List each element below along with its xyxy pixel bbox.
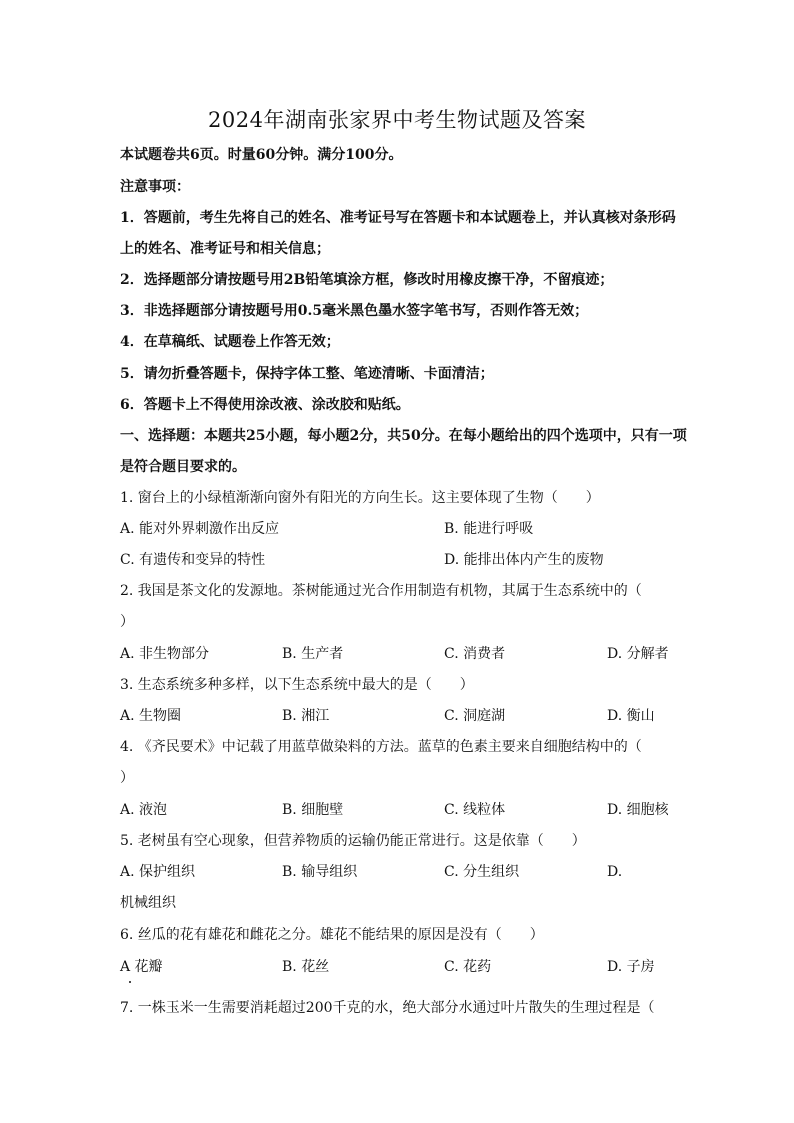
option-d: D. 子房 (607, 959, 655, 975)
question-stem: 5. 老树虽有空心现象，但营养物质的运输仍能正常进行。这是依靠（ ） (120, 833, 586, 849)
notice-line: 6．答题卡上不得使用涂改液、涂改胶和贴纸。 (120, 397, 410, 413)
question-stem: 2. 我国是茶文化的发源地。茶树能通过光合作用制造有机物，其属于生态系统中的（ (120, 583, 642, 599)
notice-line: 2．选择题部分请按题号用2B铅笔填涂方框，修改时用橡皮擦干净，不留痕迹； (120, 272, 614, 288)
notice-line: 上的姓名、准考证号和相关信息； (120, 241, 330, 257)
option-c: C. 洞庭湖 (444, 708, 506, 724)
option-b: B. 能进行呼吸 (444, 521, 534, 537)
option-a: A. 非生物部分 (120, 646, 210, 662)
option-a: A. 能对外界刺激作出反应 (120, 521, 280, 537)
intro-text: 本试题卷共6页。时量60分钟。满分100分。 (120, 147, 403, 163)
option-d: D. 分解者 (607, 646, 669, 662)
option-a: A. 生物圈 (120, 708, 182, 724)
question-stem: 6. 丝瓜的花有雄花和雌花之分。雄花不能结果的原因是没有（ ） (120, 927, 544, 943)
option-a: A 花瓣 (120, 959, 163, 975)
page-title: 2024年湖南张家界中考生物试题及答案 (208, 108, 586, 132)
emphasis-dot (129, 981, 131, 983)
notice-line: 1．答题前，考生先将自己的姓名、准考证号写在答题卡和本试题卷上，并认真核对条形码 (120, 210, 676, 226)
option-d: D. 细胞核 (607, 802, 669, 818)
option-d: D. 能排出体内产生的废物 (444, 552, 604, 568)
option-c: C. 有遗传和变异的特性 (120, 552, 266, 568)
question-stem: 1. 窗台上的小绿植渐渐向窗外有阳光的方向生长。这主要体现了生物（ ） (120, 490, 600, 506)
option-c: C. 消费者 (444, 646, 506, 662)
option-a: A. 液泡 (120, 802, 168, 818)
notice-line: 3．非选择题部分请按题号用0.5毫米黑色墨水签字笔书写，否则作答无效； (120, 303, 589, 319)
section-heading-cont: 是符合题目要求的。 (120, 459, 246, 475)
question-stem-cont: ） (120, 614, 134, 630)
option-b: B. 细胞壁 (282, 802, 344, 818)
option-c: C. 花药 (444, 959, 492, 975)
option-d-text: 机械组织 (120, 895, 176, 911)
option-d: D. (607, 864, 623, 880)
section-heading: 一、选择题：本题共25小题，每小题2分，共50分。在每小题给出的四个选项中，只有一项 (120, 428, 687, 444)
notice-line: 5．请勿折叠答题卡，保持字体工整、笔迹清晰、卡面清洁； (120, 366, 494, 382)
option-b: B. 生产者 (282, 646, 344, 662)
question-stem: 3. 生态系统多种多样，以下生态系统中最大的是（ ） (120, 677, 474, 693)
notice-header: 注意事项： (120, 179, 190, 195)
notice-line: 4．在草稿纸、试题卷上作答无效； (120, 334, 340, 350)
question-stem-cont: ） (120, 770, 134, 786)
option-a: A. 保护组织 (120, 864, 196, 880)
question-stem: 4. 《齐民要术》中记载了用蓝草做染料的方法。蓝草的色素主要来自细胞结构中的（ (120, 739, 642, 755)
question-stem: 7. 一株玉米一生需要消耗超过200千克的水，绝大部分水通过叶片散失的生理过程是（ (120, 1000, 655, 1016)
option-c: C. 分生组织 (444, 864, 520, 880)
option-b: B. 花丝 (282, 959, 330, 975)
option-b: B. 湘江 (282, 708, 330, 724)
option-d: D. 衡山 (607, 708, 655, 724)
option-c: C. 线粒体 (444, 802, 506, 818)
option-b: B. 输导组织 (282, 864, 358, 880)
